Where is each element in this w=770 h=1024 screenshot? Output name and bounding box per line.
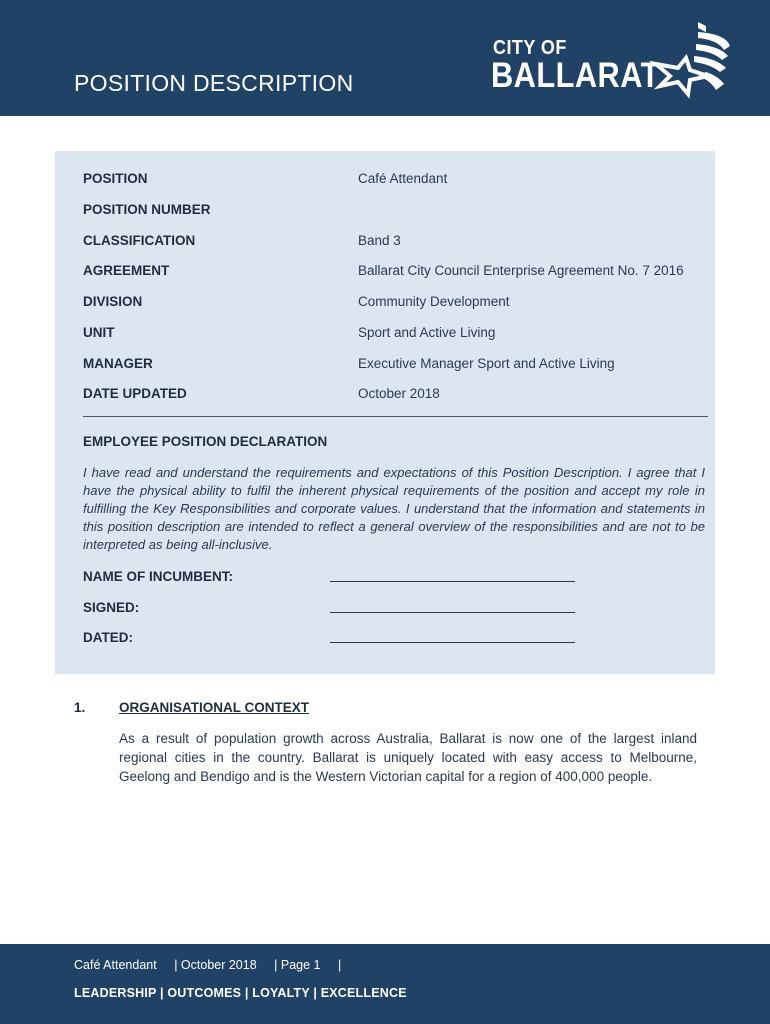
detail-value: Executive Manager Sport and Active Living (358, 356, 615, 371)
signature-row-name (83, 569, 703, 584)
footer-separator: | (174, 958, 178, 972)
detail-label: UNIT (83, 325, 115, 340)
page-header (0, 0, 770, 116)
section-number: 1. (74, 700, 86, 715)
dated-line[interactable] (330, 642, 575, 643)
ballarat-star-emblem-icon (648, 20, 738, 100)
detail-value: Community Development (358, 294, 510, 309)
detail-label: CLASSIFICATION (83, 233, 196, 248)
footer-meta (74, 958, 341, 972)
name-of-incumbent-line[interactable] (330, 581, 575, 582)
signed-line[interactable] (330, 612, 575, 613)
footer-page: Page 1 (280, 958, 321, 972)
declaration-heading: EMPLOYEE POSITION DECLARATION (83, 434, 328, 449)
detail-label: POSITION NUMBER (83, 202, 211, 217)
footer-date: October 2018 (180, 958, 257, 972)
detail-label: DATE UPDATED (83, 386, 187, 401)
section-body: As a result of population growth across Australia, Ballarat is now one of the largest inland regional cities in the country. Ballarat is uniquely located with easy access to Melbourne, Geelong and Bendigo and is the Western Victorian capital for a region of 400,000 people. (119, 731, 697, 784)
detail-value: Ballarat City Council Enterprise Agreement No. 7 2016 (358, 263, 684, 278)
signature-label: SIGNED: (83, 600, 140, 615)
signature-label: DATED: (83, 630, 133, 645)
footer-separator: | (338, 958, 342, 972)
document-title: POSITION DESCRIPTION (74, 70, 354, 96)
detail-value: Band 3 (358, 233, 401, 248)
detail-value: Café Attendant (358, 171, 448, 186)
detail-value: October 2018 (358, 386, 440, 401)
page-footer (0, 944, 770, 1024)
logo-text-city-of: CITY OF (493, 37, 567, 59)
logo-text-ballarat: BALLARAT (491, 56, 660, 95)
city-of-ballarat-logo (490, 20, 740, 100)
detail-label: MANAGER (83, 356, 153, 371)
detail-label: POSITION (83, 171, 148, 186)
section-title: ORGANISATIONAL CONTEXT (119, 700, 310, 715)
footer-motto: LEADERSHIP | OUTCOMES | LOYALTY | EXCELLENCE (74, 986, 407, 1000)
footer-position: Café Attendant (74, 958, 157, 972)
position-details-panel (55, 151, 715, 674)
signature-row-signed (83, 600, 703, 615)
section-divider (83, 416, 708, 417)
signature-row-dated (83, 630, 703, 645)
detail-value: Sport and Active Living (358, 325, 496, 340)
declaration-text: I have read and understand the requirements and expectations of this Position Description. I agree that I have the physical ability to fulfil the inherent physical requirements of the position and accept my role in fulfilling the Key Responsibilities and corporate values. I understand that the information and statements in this position description are intended to reflect a general overview of the responsibilities and are not to be interpreted as being all-inclusive. (83, 465, 705, 552)
detail-label: DIVISION (83, 294, 143, 309)
detail-label: AGREEMENT (83, 263, 170, 278)
footer-separator: | (274, 958, 278, 972)
signature-label: NAME OF INCUMBENT: (83, 569, 233, 584)
